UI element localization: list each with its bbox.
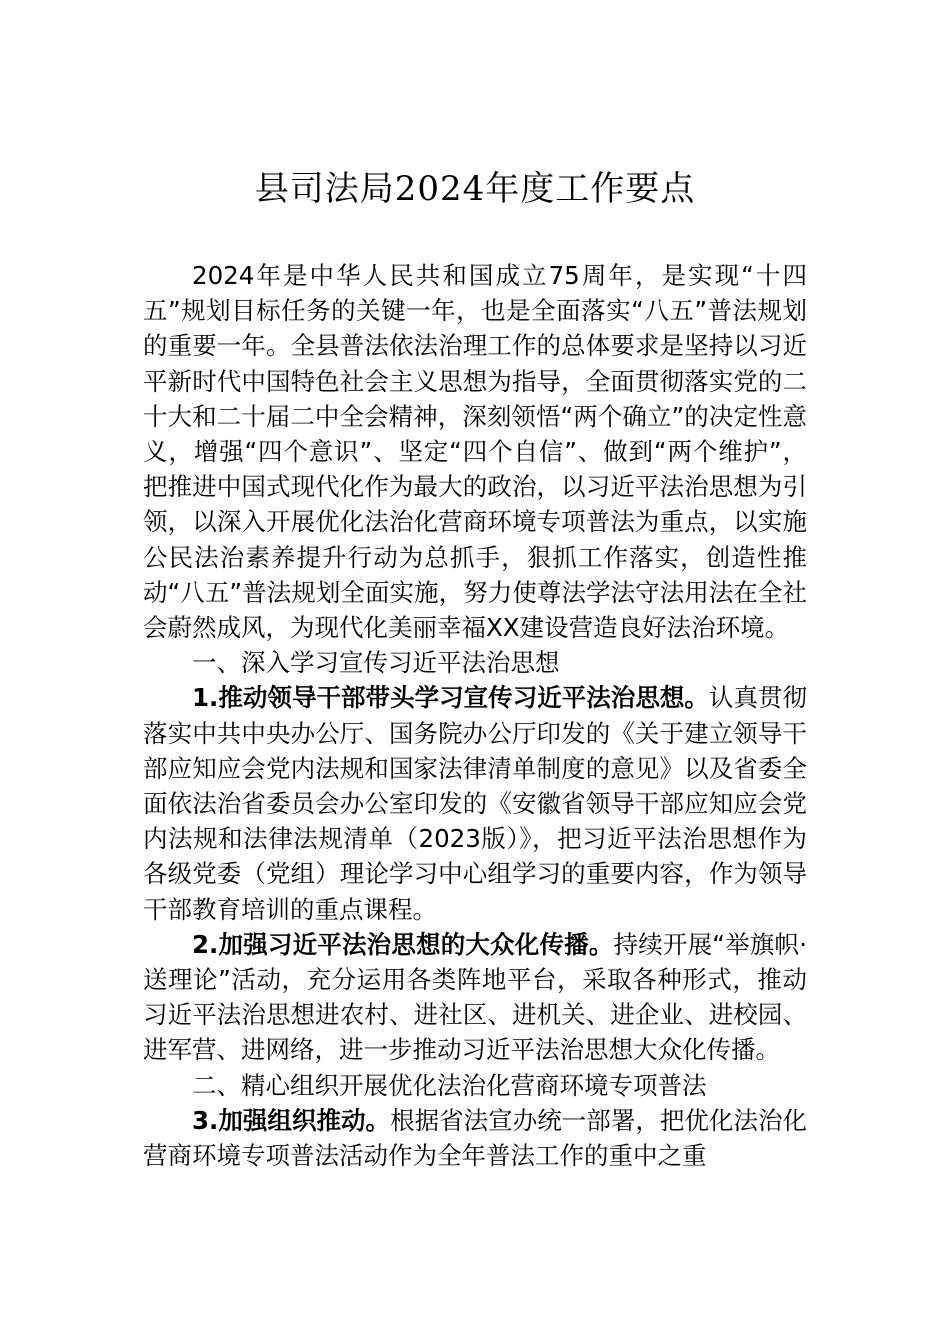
section-heading-2 <box>143 1068 807 1103</box>
item-3-lead: 3.加强组织推动。 <box>192 1105 391 1135</box>
item-paragraph-2 <box>143 927 807 1068</box>
document-body <box>143 258 807 1173</box>
item-2-lead: 2.加强习近平法治思想的大众化传播。 <box>192 929 614 959</box>
section-heading-1-text: 一、深入学习宣传习近平法治思想 <box>192 648 560 678</box>
item-2-text: 持续开展“举旗帜·送理论”活动，充分运用各类阵地平台，采取各种形式，推动习近平法治思想进农村、进社区、进机关、进企业、进校园、进军营、进网络，进一步推动习近平法治思想大众化传播。 <box>143 929 808 1065</box>
item-paragraph-1 <box>143 680 807 926</box>
item-1-text: 认真贯彻落实中共中央办公厅、国务院办公厅印发的《关于建立领导干部应知应会党内法规和国家法律清单制度的意见》以及省委全面依法治省委员会办公室印发的《安徽省领导干部应知应会党内法规和法律法规清单（2023版）》，把习近平法治思想作为各级党委（党组）理论学习中心组学习的重要内容，作为领导干部教育培训的重点课程。 <box>143 683 808 924</box>
section-heading-2-text: 二、精心组织开展优化法治化营商环境专项普法 <box>192 1070 707 1100</box>
item-paragraph-3 <box>143 1103 807 1173</box>
document-title: 县司法局2024年度工作要点 <box>254 169 696 209</box>
intro-paragraph <box>143 258 807 645</box>
section-heading-1 <box>143 645 807 680</box>
item-1-lead: 1.推动领导干部带头学习宣传习近平法治思想。 <box>192 683 709 713</box>
intro-text: 2024年是中华人民共和国成立75周年，是实现“十四五”规划目标任务的关键一年，也是全面落实“八五”普法规划的重要一年。全县普法依法治理工作的总体要求是坚持以习近平新时代中国特色社会主义思想为指导，全面贯彻落实党的二十大和二十届二中全会精神，深刻领悟“两个确立”的决定性意义，增强“四个意识”、坚定“四个自信”、做到“两个维护”，把推进中国式现代化作为最大的政治，以习近平法治思想为引领，以深入开展优化法治化营商环境专项普法为重点，以实施公民法治素养提升行动为总抓手，狠抓工作落实，创造性推动“八五”普法规划全面实施，努力使尊法学法守法用法在全社会蔚然成风，为现代化美丽幸福XX建设营造良好法治环境。 <box>143 261 807 643</box>
item-3-text: 根据省法宣办统一部署，把优化法治化营商环境专项普法活动作为全年普法工作的重中之重 <box>143 1105 808 1171</box>
